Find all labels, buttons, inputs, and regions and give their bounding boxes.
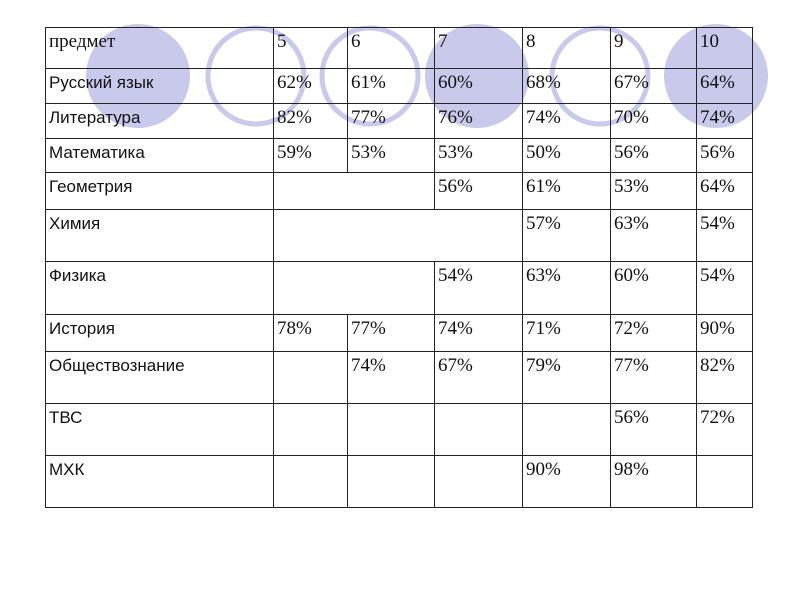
value-cell: 64% <box>697 173 753 210</box>
value-cell: 82% <box>274 104 348 139</box>
subject-cell: МХК <box>46 456 274 508</box>
table-row <box>46 210 753 262</box>
value-cell: 90% <box>697 315 753 352</box>
subject-cell: Физика <box>46 262 274 315</box>
value-cell: 54% <box>697 210 753 262</box>
value-cell: 53% <box>435 139 523 173</box>
value-cell: 50% <box>523 139 611 173</box>
header-grade: 6 <box>348 28 435 69</box>
table-row <box>46 139 753 173</box>
value-cell: 56% <box>611 404 697 456</box>
value-cell: 56% <box>611 139 697 173</box>
value-cell: 54% <box>435 262 523 315</box>
empty-cell <box>274 404 348 456</box>
empty-cell <box>435 404 523 456</box>
header-grade: 10 <box>697 28 753 69</box>
value-cell: 63% <box>611 210 697 262</box>
empty-cell <box>523 404 611 456</box>
value-cell: 77% <box>611 352 697 404</box>
value-cell: 79% <box>523 352 611 404</box>
table-row <box>46 173 753 210</box>
value-cell: 70% <box>611 104 697 139</box>
subject-cell: Литература <box>46 104 274 139</box>
value-cell: 98% <box>611 456 697 508</box>
value-cell: 74% <box>435 315 523 352</box>
table-row <box>46 352 753 404</box>
value-cell: 77% <box>348 104 435 139</box>
subject-cell: ТВС <box>46 404 274 456</box>
subject-cell: Русский язык <box>46 69 274 104</box>
value-cell: 82% <box>697 352 753 404</box>
header-grade: 9 <box>611 28 697 69</box>
empty-cell <box>274 173 435 210</box>
empty-cell <box>435 456 523 508</box>
value-cell: 64% <box>697 69 753 104</box>
empty-cell <box>348 456 435 508</box>
table-row <box>46 404 753 456</box>
value-cell: 78% <box>274 315 348 352</box>
value-cell: 60% <box>435 69 523 104</box>
header-subject: предмет <box>46 28 274 69</box>
value-cell: 72% <box>697 404 753 456</box>
header-grade: 5 <box>274 28 348 69</box>
table-row <box>46 315 753 352</box>
subject-cell: Геометрия <box>46 173 274 210</box>
value-cell: 57% <box>523 210 611 262</box>
header-grade: 8 <box>523 28 611 69</box>
value-cell: 74% <box>697 104 753 139</box>
value-cell: 76% <box>435 104 523 139</box>
value-cell: 53% <box>348 139 435 173</box>
subject-cell: Математика <box>46 139 274 173</box>
value-cell: 60% <box>611 262 697 315</box>
value-cell: 54% <box>697 262 753 315</box>
table-row <box>46 104 753 139</box>
empty-cell <box>274 210 523 262</box>
value-cell: 53% <box>611 173 697 210</box>
header-row <box>46 28 753 69</box>
empty-cell <box>697 456 753 508</box>
value-cell: 74% <box>348 352 435 404</box>
value-cell: 74% <box>523 104 611 139</box>
value-cell: 61% <box>348 69 435 104</box>
value-cell: 67% <box>611 69 697 104</box>
subject-cell: Химия <box>46 210 274 262</box>
subject-cell: История <box>46 315 274 352</box>
value-cell: 61% <box>523 173 611 210</box>
table-row <box>46 456 753 508</box>
value-cell: 62% <box>274 69 348 104</box>
grades-table <box>45 27 753 508</box>
table-body <box>46 28 753 508</box>
value-cell: 63% <box>523 262 611 315</box>
value-cell: 67% <box>435 352 523 404</box>
header-grade: 7 <box>435 28 523 69</box>
value-cell: 59% <box>274 139 348 173</box>
value-cell: 77% <box>348 315 435 352</box>
value-cell: 68% <box>523 69 611 104</box>
value-cell: 72% <box>611 315 697 352</box>
value-cell: 56% <box>435 173 523 210</box>
empty-cell <box>274 456 348 508</box>
empty-cell <box>274 352 348 404</box>
subject-cell: Обществознание <box>46 352 274 404</box>
table-row <box>46 69 753 104</box>
value-cell: 56% <box>697 139 753 173</box>
empty-cell <box>274 262 435 315</box>
table-row <box>46 262 753 315</box>
value-cell: 71% <box>523 315 611 352</box>
value-cell: 90% <box>523 456 611 508</box>
empty-cell <box>348 404 435 456</box>
